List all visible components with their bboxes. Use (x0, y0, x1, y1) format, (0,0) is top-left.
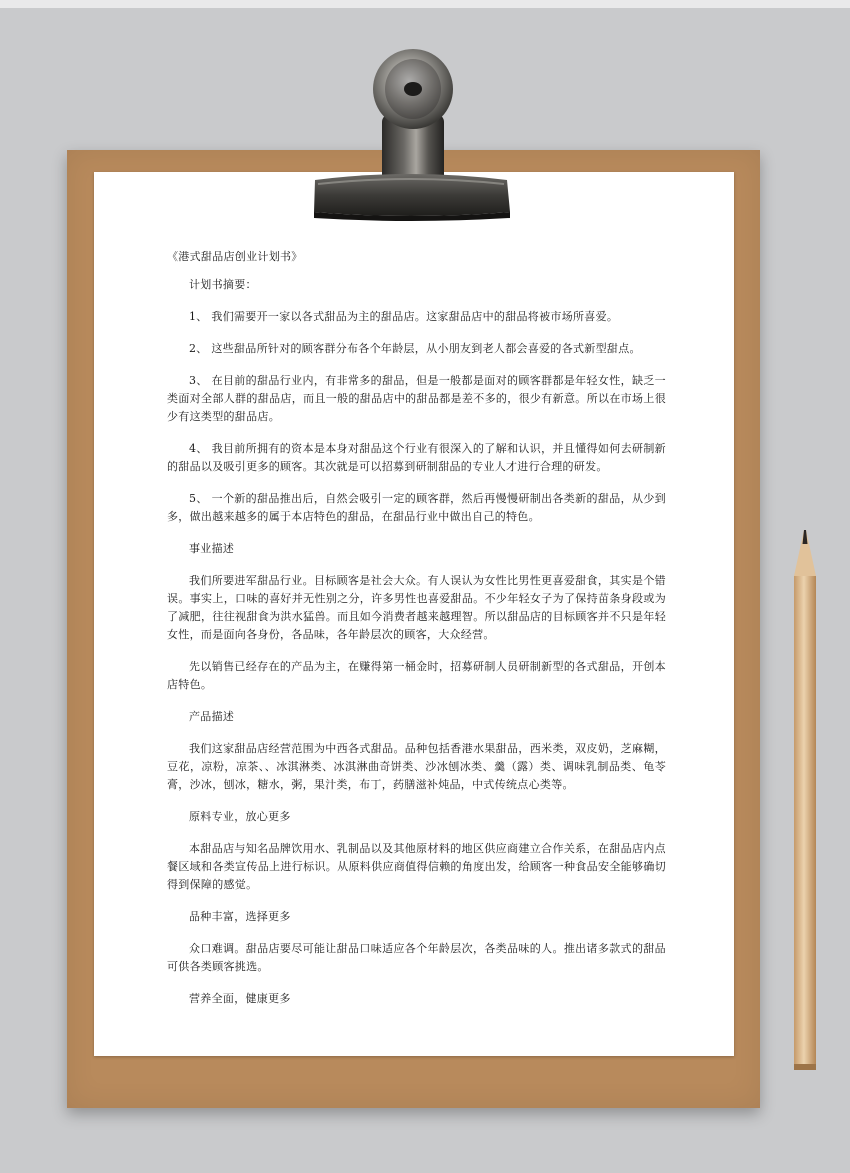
section-heading: 品种丰富，选择更多 (189, 910, 291, 923)
section-heading: 产品描述 (189, 710, 235, 723)
section-paragraph: 我们这家甜品店经营范围为中西各式甜品。品种包括香港水果甜品，西米类，双皮奶，芝麻糊，豆花，凉粉，凉茶、、冰淇淋类、冰淇淋曲奇饼类、沙冰刨冰类、羹（露）类、调味乳制品类、龟苓膏，沙冰，刨冰，糖水，粥，果汁类，布丁，药膳滋补炖品，中式传统点心类等。 (167, 742, 666, 791)
summary-item: 1、 我们需要开一家以各式甜品为主的甜品店。这家甜品店中的甜品将被市场所喜爱。 (189, 310, 619, 323)
summary-item: 2、 这些甜品所针对的顾客群分布各个年龄层，从小朋友到老人都会喜爱的各式新型甜点。 (189, 342, 641, 355)
section-paragraph: 先以销售已经存在的产品为主，在赚得第一桶金时，招募研制人员研制新型的各式甜品，开创本店特色。 (167, 660, 666, 691)
summary-item: 5、 一个新的甜品推出后，自然会吸引一定的顾客群，然后再慢慢研制出各类新的甜品，从少到多，做出越来越多的属于本店特色的甜品，在甜品行业中做出自己的特色。 (167, 492, 666, 523)
binder-clip-icon (310, 42, 510, 222)
summary-label: 计划书摘要： (189, 278, 257, 291)
document-title: 《港式甜品店创业计划书》 (167, 250, 303, 263)
section-paragraph: 本甜品店与知名品牌饮用水、乳制品以及其他原材料的地区供应商建立合作关系，在甜品店内点餐区域和各类宣传品上进行标识。从原料供应商值得信赖的角度出发，给顾客一种食品安全能够确切得到保障的感觉。 (167, 842, 666, 891)
pencil-icon (790, 528, 820, 1073)
summary-item: 4、 我目前所拥有的资本是本身对甜品这个行业有很深入的了解和认识，并且懂得如何去研制新的甜品以及吸引更多的顾客。其次就是可以招募到研制甜品的专业人才进行合理的研发。 (167, 442, 666, 473)
document-body (167, 248, 666, 1022)
section-heading: 营养全面，健康更多 (189, 992, 291, 1005)
summary-item: 3、 在目前的甜品行业内，有非常多的甜品，但是一般都是面对的顾客群都是年轻女性，缺乏一类面对全部人群的甜品店，而且一般的甜品店中的甜品都是差不多的，很少有新意。所以在市场上很少有这类型的甜品店。 (167, 374, 666, 423)
section-heading: 事业描述 (189, 542, 235, 555)
section-paragraph: 众口难调。甜品店要尽可能让甜品口味适应各个年龄层次，各类品味的人。推出诸多款式的甜品可供各类顾客挑选。 (167, 942, 666, 973)
section-heading: 原料专业，放心更多 (189, 810, 291, 823)
section-paragraph: 我们所要进军甜品行业。目标顾客是社会大众。有人误认为女性比男性更喜爱甜食，其实是个错误。事实上，口味的喜好并无性别之分，许多男性也喜爱甜品。不少年轻女子为了保持苗条身段或为了减肥，往往视甜食为洪水猛兽。而且如今消费者越来越理智。所以甜品店的目标顾客并不只是年轻女性，而是面向各身份，各品味，各年龄层次的顾客，大众经营。 (167, 574, 666, 641)
top-strip (0, 0, 850, 8)
